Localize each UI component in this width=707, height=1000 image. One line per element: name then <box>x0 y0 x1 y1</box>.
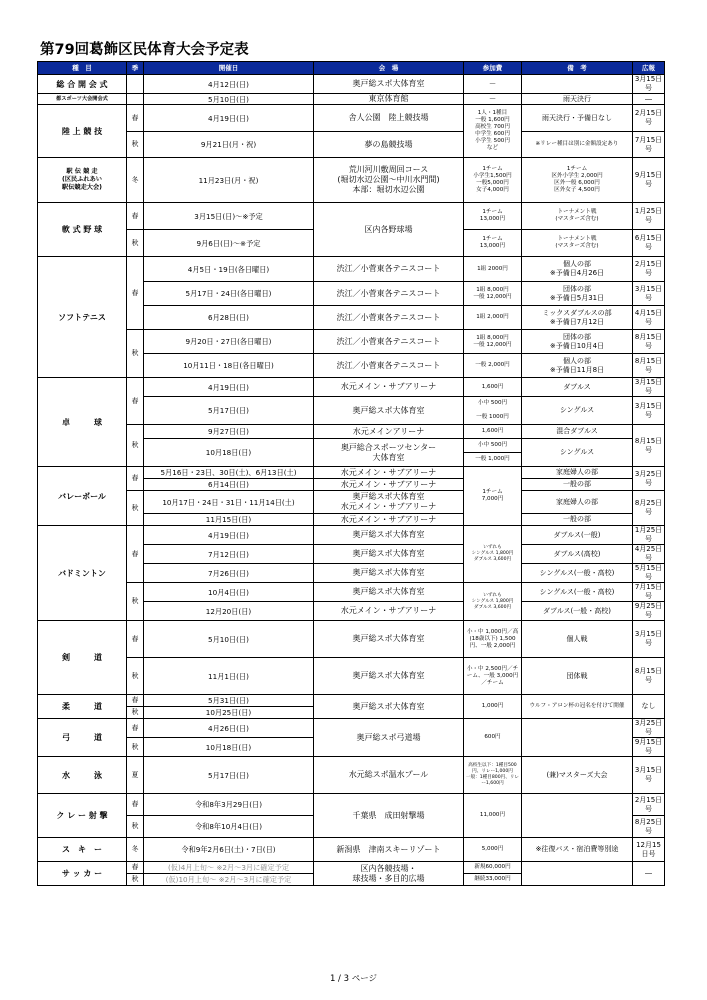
table-cell: 令和8年3月29日(日) <box>144 794 314 816</box>
table-cell: 渋江／小菅東各テニスコート <box>314 330 464 354</box>
table-cell: (仮)4月上旬～ ※2月～3月に確定予定 <box>144 862 314 874</box>
table-cell: 奥戸総スポ大体育室 水元メイン・サブアリーナ <box>314 491 464 514</box>
table-cell: 団体の部 ※予備日10月4日 <box>522 330 633 354</box>
table-cell: 秋 <box>127 491 144 526</box>
table-cell: 秋 <box>127 330 144 378</box>
table-cell <box>127 94 144 105</box>
table-cell: 新規60,000円 <box>464 862 522 874</box>
table-cell: 奥戸総スポ大体育室 <box>314 621 464 658</box>
table-cell: 秋 <box>127 874 144 886</box>
table-cell: 混合ダブルス <box>522 425 633 439</box>
table-cell: 5,000円 <box>464 838 522 862</box>
table-cell: 春 <box>127 526 144 583</box>
table-cell <box>522 862 633 886</box>
table-cell: 一般の部 <box>522 479 633 491</box>
table-cell: 家庭婦人の部 <box>522 467 633 479</box>
table-cell: 小・中 2,500円／チーム、一般 3,000円／チーム <box>464 658 522 695</box>
table-cell: 一般の部 <box>522 514 633 526</box>
table-cell: 9月20日・27日(各日曜日) <box>144 330 314 354</box>
table-cell: 10月18日(日) <box>144 738 314 757</box>
table-cell: 1月25日号 <box>633 203 665 230</box>
table-cell: 春 <box>127 719 144 738</box>
header-fee: 参加費 <box>464 62 522 75</box>
table-cell: 11月23日(月・祝) <box>144 158 314 203</box>
table-cell: 1チーム 13,000円 <box>464 230 522 257</box>
table-cell: 継続33,000円 <box>464 874 522 886</box>
table-cell: 渋江／小菅東各テニスコート <box>314 354 464 378</box>
table-cell: 卓 球 <box>38 378 127 467</box>
table-cell: ― <box>633 94 665 105</box>
table-cell: 夏 <box>127 757 144 794</box>
table-cell: 奥戸総スポ大体育室 <box>314 583 464 602</box>
table-cell: 奥戸総スポ大体育室 <box>314 397 464 425</box>
table-row <box>38 330 665 354</box>
table-cell: 11,000円 <box>464 794 522 838</box>
table-cell: 令和9年2月6日(土)・7日(日) <box>144 838 314 862</box>
table-cell: 奥戸総スポ大体育室 <box>314 658 464 695</box>
table-cell: 春 <box>127 695 144 707</box>
table-cell: 4月12日(日) <box>144 75 314 94</box>
table-cell: 1組 8,000円 一般 12,000円 <box>464 282 522 306</box>
table-cell: 12月20日(日) <box>144 602 314 621</box>
table-cell: サ ッ カ ー <box>38 862 127 886</box>
table-cell: 奥戸総スポ大体育室 <box>314 545 464 564</box>
table-cell: 3月25日号 <box>633 719 665 738</box>
table-cell: 水元メイン・サブアリーナ <box>314 378 464 397</box>
header-venue: 会 場 <box>314 62 464 75</box>
header-event: 種 目 <box>38 62 127 75</box>
table-cell: ※往復バス・宿泊費等別途 <box>522 838 633 862</box>
table-cell: 1,600円 <box>464 425 522 439</box>
table-cell: 奥戸総スポ弓道場 <box>314 719 464 757</box>
table-cell: 10月17日・24日・31日・11月14日(土) <box>144 491 314 514</box>
table-cell: ― <box>633 862 665 886</box>
table-cell: 9月27日(日) <box>144 425 314 439</box>
table-cell: 水元メイン・サブアリーナ <box>314 514 464 526</box>
table-cell: 都スポーツ大会開会式 <box>38 94 127 105</box>
table-cell: 奥戸総スポ大体育室 <box>314 75 464 94</box>
table-cell: 4月26日(日) <box>144 719 314 738</box>
schedule-header <box>38 62 665 75</box>
table-cell: ミックスダブルスの部 ※予備日7月12日 <box>522 306 633 330</box>
table-cell: 3月15日号 <box>633 397 665 425</box>
table-cell: 3月15日号 <box>633 757 665 794</box>
table-cell: 弓 道 <box>38 719 127 757</box>
table-cell: 9月25日号 <box>633 602 665 621</box>
table-cell: いずれも シングルス 1,800円 ダブルス 3,600円 <box>464 583 522 621</box>
table-cell: 5月10日(日) <box>144 94 314 105</box>
table-cell: 1チーム 区外小学生 2,000円 区外一般 6,000円 区外女子 4,500円 <box>522 158 633 203</box>
table-cell: 5月17日(日) <box>144 757 314 794</box>
table-cell: 6月14日(日) <box>144 479 314 491</box>
table-cell: 4月19日(日) <box>144 378 314 397</box>
table-cell: 4月5日・19日(各日曜日) <box>144 257 314 282</box>
table-cell <box>127 75 144 94</box>
table-cell: 5月31日(日) <box>144 695 314 707</box>
table-cell: 8月15日号 <box>633 330 665 354</box>
table-cell: バレーボール <box>38 467 127 526</box>
table-row <box>38 719 665 738</box>
table-row <box>38 695 665 707</box>
table-cell: 春 <box>127 862 144 874</box>
table-cell: 小中 500円 一般 1000円 <box>464 397 522 425</box>
table-cell: 小・中 1,000円／高(18歳以下) 1,500円、一般 2,000円 <box>464 621 522 658</box>
table-cell: 1人・1種目 一般 1,600円 高校生 700円 中学生 600円 小学生 500円 など <box>464 105 522 158</box>
table-cell: 一般 2,000円 <box>464 354 522 378</box>
table-cell: 水元総スポ温水プール <box>314 757 464 794</box>
table-cell: 駅 伝 競 走 (区民ふれあい 駅伝競走大会) <box>38 158 127 203</box>
table-row <box>38 658 665 695</box>
table-cell: 5月10日(日) <box>144 621 314 658</box>
table-cell: 5月15日号 <box>633 564 665 583</box>
table-row <box>38 257 665 282</box>
table-cell: 個人戦 <box>522 621 633 658</box>
table-row <box>38 425 665 439</box>
table-cell: 春 <box>127 794 144 816</box>
table-cell: 奥戸総スポ大体育室 <box>314 695 464 719</box>
table-cell: 春 <box>127 105 144 132</box>
table-cell: 600円 <box>464 719 522 757</box>
table-cell: 陸 上 競 技 <box>38 105 127 158</box>
table-cell: 秋 <box>127 816 144 838</box>
table-cell: ク レ ー 射 撃 <box>38 794 127 838</box>
table-cell: 剣 道 <box>38 621 127 695</box>
table-cell: 新潟県 津南スキーリゾート <box>314 838 464 862</box>
table-cell: 7月15日号 <box>633 583 665 602</box>
table-cell: 8月25日号 <box>633 491 665 526</box>
table-cell: 3月15日号 <box>633 378 665 397</box>
table-cell: 秋 <box>127 658 144 695</box>
table-row <box>38 757 665 794</box>
table-row <box>38 132 665 158</box>
table-cell: 渋江／小菅東各テニスコート <box>314 306 464 330</box>
table-cell: 秋 <box>127 583 144 621</box>
table-cell: 区内各競技場・ 球技場・多目的広場 <box>314 862 464 886</box>
table-cell: 秋 <box>127 738 144 757</box>
table-cell: 1月25日号 <box>633 526 665 545</box>
table-cell: 一般 1,000円 <box>464 453 522 467</box>
table-cell: ― <box>464 94 522 105</box>
table-cell: 1組 2000円 <box>464 257 522 282</box>
table-row <box>38 621 665 658</box>
table-cell: 11月15日(日) <box>144 514 314 526</box>
table-cell: 冬 <box>127 158 144 203</box>
table-cell: ※リレー種目は別に金額設定あり <box>522 132 633 158</box>
table-cell: シングルス(一般・高校) <box>522 564 633 583</box>
table-cell: いずれも シングルス 1,800円 ダブルス 3,600円 <box>464 526 522 583</box>
table-cell: 7月26日(日) <box>144 564 314 583</box>
table-cell: ス キ ー <box>38 838 127 862</box>
table-cell: 2月15日号 <box>633 105 665 132</box>
table-cell: 3月25日号 <box>633 467 665 491</box>
table-cell: 4月19日(日) <box>144 526 314 545</box>
table-cell: 4月15日号 <box>633 306 665 330</box>
table-row <box>38 203 665 230</box>
table-cell: (兼)マスターズ大会 <box>522 757 633 794</box>
header-season: 季 <box>127 62 144 75</box>
table-cell <box>522 75 633 94</box>
table-row <box>38 378 665 397</box>
table-cell: 10月4日(日) <box>144 583 314 602</box>
table-cell: 小中 500円 <box>464 439 522 453</box>
table-row <box>38 158 665 203</box>
table-cell: 舎人公園 陸上競技場 <box>314 105 464 132</box>
table-cell: 8月15日号 <box>633 425 665 467</box>
table-cell: 秋 <box>127 425 144 467</box>
table-row <box>38 94 665 105</box>
header-date: 開催日 <box>144 62 314 75</box>
table-row <box>38 794 665 816</box>
table-cell: 奥戸総スポ大体育室 <box>314 564 464 583</box>
table-cell: 水元メイン・サブアリーナ <box>314 602 464 621</box>
table-row <box>38 105 665 132</box>
table-cell: 8月15日号 <box>633 354 665 378</box>
table-cell: 高校生以下：1種目500円、リレー1,000円 一般：1種目800円、リレー1,600円 <box>464 757 522 794</box>
table-cell: 東京体育館 <box>314 94 464 105</box>
table-cell: 春 <box>127 621 144 658</box>
table-cell: シングルス <box>522 439 633 467</box>
table-cell: 4月19日(日) <box>144 105 314 132</box>
table-cell: 千葉県 成田射撃場 <box>314 794 464 838</box>
table-cell: 個人の部 ※予備日11月8日 <box>522 354 633 378</box>
table-cell: 春 <box>127 203 144 230</box>
table-cell: 1組 8,000円 一般 12,000円 <box>464 330 522 354</box>
table-cell: シングルス(一般・高校) <box>522 583 633 602</box>
table-row <box>38 583 665 602</box>
table-cell: 9月15日号 <box>633 738 665 757</box>
table-cell: 7月12日(日) <box>144 545 314 564</box>
table-cell <box>522 719 633 757</box>
table-cell: 春 <box>127 257 144 330</box>
table-cell: 水 泳 <box>38 757 127 794</box>
table-cell: トーナメント戦 (マスターズ含む) <box>522 230 633 257</box>
table-cell: 水元メインアリーナ <box>314 425 464 439</box>
table-cell: 2月15日号 <box>633 257 665 282</box>
table-cell: 個人の部 ※予備日4月26日 <box>522 257 633 282</box>
table-cell: 4月25日号 <box>633 545 665 564</box>
table-cell: 3月15日号 <box>633 282 665 306</box>
table-cell: 6月28日(日) <box>144 306 314 330</box>
table-cell: 夢の島競技場 <box>314 132 464 158</box>
table-cell: 家庭婦人の部 <box>522 491 633 514</box>
table-cell: 7月15日号 <box>633 132 665 158</box>
table-cell <box>522 794 633 838</box>
table-cell: 1,000円 <box>464 695 522 719</box>
table-cell: 5月16日・23日、30日(土)、6月13日(土) <box>144 467 314 479</box>
table-cell: ウルフ・アロン杯の冠名を付けて開催 <box>522 695 633 719</box>
table-cell: 8月15日号 <box>633 658 665 695</box>
table-cell: 秋 <box>127 707 144 719</box>
header-publicity: 広報 <box>633 62 665 75</box>
table-cell: 総 合 開 会 式 <box>38 75 127 94</box>
table-cell: 雨天決行・予備日なし <box>522 105 633 132</box>
table-cell: ダブルス(高校) <box>522 545 633 564</box>
table-cell: 10月25日(日) <box>144 707 314 719</box>
table-cell: 1チーム 13,000円 <box>464 203 522 230</box>
table-cell: 6月15日号 <box>633 230 665 257</box>
table-cell: 雨天決行 <box>522 94 633 105</box>
table-cell: 10月11日・18日(各日曜日) <box>144 354 314 378</box>
table-cell: 1チーム 7,000円 <box>464 467 522 526</box>
table-cell: 12月15日号 <box>633 838 665 862</box>
table-cell: 荒川河川敷周回コース (堀切水辺公園～中川水門間) 本部：堀切水辺公園 <box>314 158 464 203</box>
table-cell: 春 <box>127 378 144 425</box>
table-cell: 3月15日号 <box>633 621 665 658</box>
table-cell: 区内各野球場 <box>314 203 464 257</box>
table-cell: ソフトテニス <box>38 257 127 378</box>
table-cell: ダブルス(一般・高校) <box>522 602 633 621</box>
table-cell: 令和8年10月4日(日) <box>144 816 314 838</box>
table-cell: 3月15日(日)～※予定 <box>144 203 314 230</box>
table-cell: 団体の部 ※予備日5月31日 <box>522 282 633 306</box>
table-cell: 団体戦 <box>522 658 633 695</box>
table-cell: シングルス <box>522 397 633 425</box>
schedule-body <box>38 75 665 886</box>
table-cell: 3月15日号 <box>633 75 665 94</box>
table-cell: 8月25日号 <box>633 816 665 838</box>
table-row <box>38 467 665 479</box>
table-row <box>38 838 665 862</box>
table-cell: 渋江／小菅東各テニスコート <box>314 257 464 282</box>
table-cell: 渋江／小菅東各テニスコート <box>314 282 464 306</box>
table-cell: ダブルス(一般) <box>522 526 633 545</box>
table-cell: 5月17日(日) <box>144 397 314 425</box>
table-cell: 柔 道 <box>38 695 127 719</box>
page-number: 1 / 3 ページ <box>329 974 378 984</box>
schedule-table <box>37 61 665 886</box>
table-cell: 春 <box>127 467 144 491</box>
table-cell: (仮)10月上旬～ ※2月～3月に確定予定 <box>144 874 314 886</box>
table-row <box>38 491 665 514</box>
table-cell: 1チーム 小学生1,500円 一般5,000円 女子4,000円 <box>464 158 522 203</box>
table-cell: ダブルス <box>522 378 633 397</box>
table-cell: 1,600円 <box>464 378 522 397</box>
table-row <box>38 75 665 94</box>
table-cell: 秋 <box>127 132 144 158</box>
table-cell: 9月21日(月・祝) <box>144 132 314 158</box>
table-cell: 2月15日号 <box>633 794 665 816</box>
table-cell: 5月17日・24日(各日曜日) <box>144 282 314 306</box>
table-cell: トーナメント戦 (マスターズ含む) <box>522 203 633 230</box>
page-title: 第79回葛飾区民体育大会予定表 <box>40 42 249 58</box>
table-cell: 奥戸総スポ大体育室 <box>314 526 464 545</box>
table-cell: 水元メイン・サブアリーナ <box>314 479 464 491</box>
table-cell: 軟 式 野 球 <box>38 203 127 257</box>
header-notes: 備 考 <box>522 62 633 75</box>
table-row <box>38 526 665 545</box>
table-row <box>38 862 665 874</box>
table-cell: 水元メイン・サブアリーナ <box>314 467 464 479</box>
table-cell: 9月15日号 <box>633 158 665 203</box>
table-cell: 奥戸総合スポーツセンター 大体育室 <box>314 439 464 467</box>
table-cell: ― <box>464 75 522 94</box>
table-cell: なし <box>633 695 665 719</box>
table-cell: 1組 2,000円 <box>464 306 522 330</box>
table-cell: 10月18日(日) <box>144 439 314 467</box>
table-cell: 9月6日(日)～※予定 <box>144 230 314 257</box>
table-cell: 冬 <box>127 838 144 862</box>
table-cell: 秋 <box>127 230 144 257</box>
table-cell: 11月1日(日) <box>144 658 314 695</box>
table-cell: バドミントン <box>38 526 127 621</box>
